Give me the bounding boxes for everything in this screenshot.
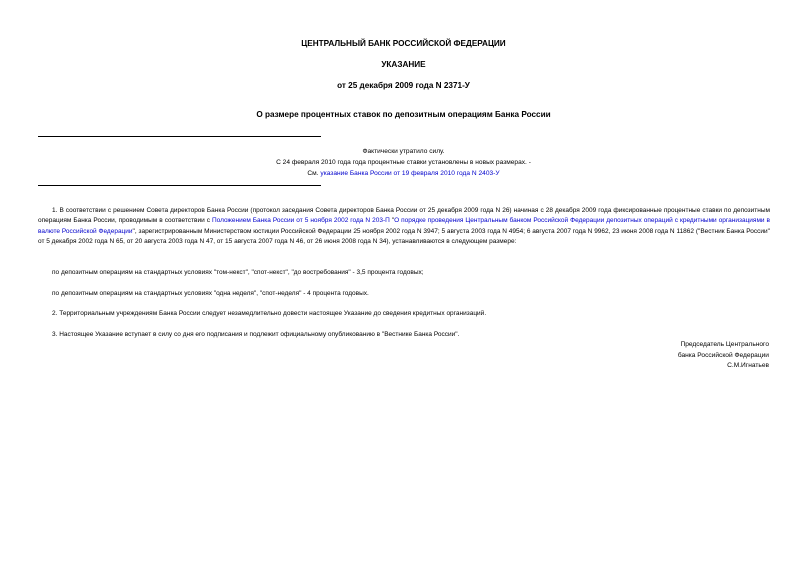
document-title: О размере процентных ставок по депозитным операциям Банка России: [256, 110, 551, 119]
regulation-title-link[interactable]: О порядке проведения Центральным банком Российской Федерации депозитных операций с кредитными организациями в валюте Российской Федерации: [38, 217, 770, 235]
issuer-heading: ЦЕНТРАЛЬНЫЙ БАНК РОССИЙСКОЙ ФЕДЕРАЦИИ: [301, 39, 506, 48]
paragraph-1-text-a: 1. В соответствии с решением Совета директоров Банка России (протокол заседания Совета директоров Банка России от 25 декабря 2009 года N 26) начиная с 28 декабря 2009 года фиксированные процентные ставки по депозитным операциям Банка России, проводимым в соответствии с: [38, 207, 770, 225]
signatory-title-line-1: Председатель Центрального: [680, 341, 769, 348]
status-note-line-3: [0, 169, 807, 179]
paragraph-3: 3. Настоящее Указание вступает в силу со дня его подписания и подлежит официальному опубликованию в "Вестнике Банка России".: [52, 331, 460, 338]
superseding-decree-link[interactable]: указание Банка России от 19 февраля 2010 года N 2403-У: [320, 170, 500, 177]
status-note-top-divider: [38, 136, 321, 137]
status-note-line-2: С 24 февраля 2010 года года процентные ставки установлены в новых размерах. -: [276, 159, 531, 166]
document-type-heading: УКАЗАНИЕ: [381, 60, 426, 69]
paragraph-1-text-b: ": [389, 217, 395, 225]
rate-item-week: по депозитным операциям на стандартных условиях "одна неделя", "спот-неделя" - 4 процента годовых.: [52, 290, 369, 297]
signatory-title-line-2: банка Российской Федерации: [677, 352, 769, 359]
regulation-203p-link[interactable]: Положением Банка России от 5 ноября 2002 года N 203-П: [211, 217, 390, 225]
paragraph-1: [38, 206, 770, 248]
rate-item-overnight: по депозитным операциям на стандартных условиях "том-некст", "спот-некст", "до востребования" - 3,5 процента годовых;: [52, 269, 424, 276]
status-note-bottom-divider: [38, 185, 321, 186]
status-note-line-1: Фактически утратило силу.: [362, 148, 445, 155]
signatory-name: С.М.Игнатьев: [727, 362, 769, 369]
paragraph-2: 2. Территориальным учреждениям Банка России следует незамедлительно довести настоящее Указание до сведения кредитных организаций.: [52, 310, 487, 317]
status-note-prefix: См.: [307, 170, 321, 177]
paragraph-1-text-c: ", зарегистрированным Министерством юстиции Российской Федерации 25 ноября 2002 года N 3947; 5 августа 2003 года N 4954; 6 августа 2007 года N 9962, 23 июня 2008 года N 11862 ("Вестник Банка России" от 5 декабря 2002 года N 65, от 20 августа 2003 года N 47, от 15 августа 2007 года N 46, от 26 июня 2008 года N 34), устанавливаются в следующем размере:: [38, 227, 770, 246]
document-date-number: от 25 декабря 2009 года N 2371-У: [337, 81, 470, 90]
